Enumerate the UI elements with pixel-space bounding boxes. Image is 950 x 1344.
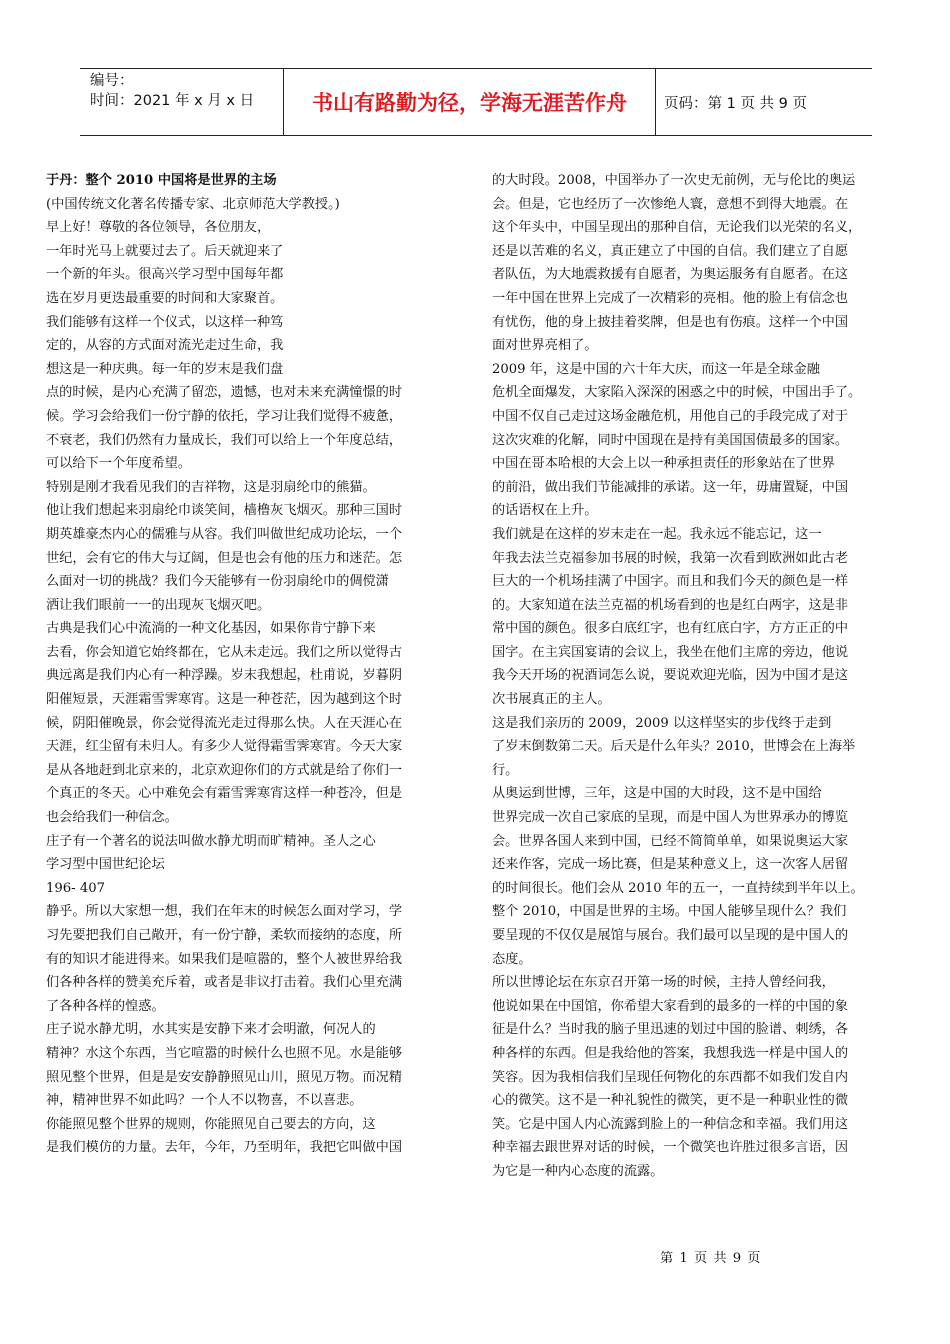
text-line: 阳催短景，天涯霜雪霁寒宵。这是一种苍茫，因为越到这个时: [46, 692, 403, 708]
text-line: 我今天开场的祝酒词怎么说，要说欢迎光临，因为中国才是这: [492, 668, 849, 684]
text-line: 庄子有一个著名的说法叫做水静尤明而旷精神。圣人之心: [46, 833, 376, 849]
text-line: 天涯，红尘留有未归人。有多少人觉得霜雪霁寒宵。今天大家: [46, 739, 403, 755]
text-line: 的话语权在上升。: [492, 503, 598, 519]
text-line: 这个年头中，中国呈现出的那种自信，无论我们以光荣的名义，: [492, 220, 862, 236]
text-line: 世界完成一次自己家底的呈现，而是中国人为世界承办的博览: [492, 810, 849, 826]
text-line: 2009 年，这是中国的六十年大庆，而这一年是全球金融: [492, 361, 820, 377]
text-line: 我们能够有这样一个仪式，以这样一种笃: [46, 314, 284, 330]
text-line: 所以世博论坛在东京召开第一场的时候，主持人曾经问我，: [492, 975, 835, 991]
text-line: (中国传统文化著名传播专家、北京师范大学教授。): [46, 196, 340, 212]
text-line: 态度。: [492, 951, 532, 967]
text-line: 也会给我们一种信念。: [46, 810, 178, 826]
text-line: 去看，你会知道它始终都在，它从未走远。我们之所以觉得古: [46, 644, 403, 660]
text-line: 的前沿，做出我们节能减排的承诺。这一年，毋庸置疑，中国: [492, 479, 849, 495]
text-line: 可以给下一个年度希望。: [46, 456, 192, 472]
text-line: 要呈现的不仅仅是展馆与展台。我们最可以呈现的是中国人的: [492, 928, 849, 943]
text-line: 会。但是，它也经历了一次惨绝人寰，意想不到得大地震。在: [492, 196, 849, 212]
text-line: 有的知识才能进得来。如果我们是喧嚣的，整个人被世界给我: [46, 951, 403, 967]
text-line: 巨大的一个机场挂满了中国字。而且和我们今天的颜色是一样: [492, 574, 849, 590]
text-line: 他让我们想起来羽扇纶巾谈笑间，樯橹灰飞烟灭。那种三国时: [46, 503, 403, 519]
text-line: 笑容。因为我相信我们呈现任何物化的东西都不如我们发自内: [492, 1069, 849, 1085]
text-line: 为它是一种内心态度的流露。: [492, 1163, 664, 1179]
text-line: 了各种各样的惶惑。: [46, 998, 165, 1014]
text-line: 一个新的年头。很高兴学习型中国每年都: [46, 267, 284, 283]
text-line: 世纪，会有它的伟大与辽阔，但是也会有他的压力和迷茫。怎: [46, 550, 403, 566]
text-line: 了岁末倒数第二天。后天是什么年头？2010，世博会在上海举: [492, 739, 856, 755]
text-line: 洒让我们眼前一一的出现灰飞烟灭吧。: [46, 597, 271, 613]
text-line: 他说如果在中国馆，你希望大家看到的最多的一样的中国的象: [492, 998, 849, 1014]
text-line: 神，精神世界不如此吗？一个人不以物喜，不以喜悲。: [46, 1093, 363, 1109]
text-line: 还来作客，完成一场比赛，但是某种意义上，这一次客人居留: [492, 857, 849, 873]
text-line: 候。学习会给我们一份宁静的依托，学习让我们觉得不疲惫，: [46, 408, 403, 424]
left-column: [46, 169, 446, 1160]
text-line: 危机全面爆发，大家陷入深深的困惑之中的时候，中国出手了。: [492, 385, 862, 401]
text-line: 还是以苦难的名义，真正建立了中国的自信。我们建立了自愿: [492, 243, 849, 259]
text-line: 典远离是我们内心有一种浮躁。岁末我想起，杜甫说，岁暮阴: [46, 668, 403, 684]
text-line: 你能照见整个世界的规则，你能照见自己要去的方向，这: [46, 1116, 376, 1132]
text-line: 是从各地赶到北京来的，北京欢迎你们的方式就是给了你们一: [46, 762, 403, 778]
text-line: 不衰老，我们仍然有力量成长，我们可以给上一个年度总结，: [46, 432, 403, 448]
text-line: 我们就是在这样的岁末走在一起。我永远不能忘记，这一: [492, 526, 822, 542]
text-line: 期英雄豪杰内心的儒雅与从容。我们叫做世纪成功论坛，一个: [46, 526, 403, 542]
text-line: 静乎。所以大家想一想，我们在年末的时候怎么面对学习，学: [46, 904, 403, 920]
text-line: 点的时候，是内心充满了留恋，遗憾，也对未来充满憧憬的时: [46, 385, 403, 401]
text-line: 笑。它是中国人内心流露到脸上的一种信念和幸福。我们用这: [492, 1116, 849, 1132]
text-line: 是我们模仿的力量。去年，今年，乃至明年，我把它叫做中国: [46, 1140, 403, 1156]
text-line: 们各种各样的赞美充斥着，或者是非议打击着。我们心里充满: [46, 975, 403, 991]
text-line: 中国不仅自己走过这场金融危机，用他自己的手段完成了对于: [492, 408, 849, 424]
text-line: 的大时段。2008，中国举办了一次史无前例，无与伦比的奥运: [492, 173, 856, 188]
text-line: 一年时光马上就要过去了。后天就迎来了: [46, 243, 284, 259]
text-line: 早上好！尊敬的各位领导，各位朋友，: [46, 220, 271, 236]
header-meta: [80, 69, 284, 135]
text-line: 196- 407: [46, 880, 105, 896]
text-line: 的时间很长。他们会从 2010 年的五一，一直持续到半年以上。: [492, 880, 864, 896]
text-line: 选在岁月更迭最重要的时间和大家聚首。: [46, 290, 284, 306]
text-line: 种幸福去跟世界对话的时候，一个微笑也许胜过很多言语，因: [492, 1140, 849, 1156]
text-line: 会。世界各国人来到中国，已经不简简单单，如果说奥运大家: [492, 833, 849, 849]
right-column: [492, 169, 902, 1184]
text-line: 庄子说水静尤明，水其实是安静下来才会明澈，何况人的: [46, 1022, 376, 1038]
text-line: 行。: [492, 762, 519, 778]
text-line: 个真正的冬天。心中难免会有霜雪霁寒宵这样一种苍冷，但是: [46, 786, 403, 802]
text-line: 征是什么？当时我的脑子里迅速的划过中国的脸谱、刺绣，各: [492, 1022, 849, 1038]
page-header: [80, 68, 872, 136]
header-page-number: 页码：第 1 页 共 9 页: [664, 95, 807, 112]
text-line: 常中国的颜色。很多白底红字，也有红底白字，方方正正的中: [492, 621, 849, 637]
number-label: 编号：: [90, 73, 134, 89]
article-title: 于丹：整个 2010 中国将是世界的主场: [46, 173, 277, 188]
text-line: 中国在哥本哈根的大会上以一种承担责任的形象站在了世界: [492, 456, 835, 472]
text-line: 照见整个世界，但是是安安静静照见山川，照见万物。而况精: [46, 1069, 403, 1085]
text-line: 的。大家知道在法兰克福的机场看到的也是红白两字，这是非: [492, 597, 849, 613]
page-footer: 第 1 页 共 9 页: [660, 1251, 762, 1266]
text-line: 整个 2010，中国是世界的主场。中国人能够呈现什么？我们: [492, 904, 847, 920]
text-line: 种各样的东西。但是我给他的答案，我想我选一样是中国人的: [492, 1045, 849, 1061]
text-line: 特别是刚才我看见我们的吉祥物，这是羽扇纶巾的熊猫。: [46, 479, 376, 495]
text-line: 这是我们亲历的 2009，2009 以这样坚实的步伐终于走到: [492, 715, 832, 731]
text-line: 一年中国在世界上完成了一次精彩的亮相。他的脸上有信念也: [492, 290, 849, 306]
text-line: 想这是一种庆典。每一年的岁末是我们盘: [46, 361, 284, 377]
text-line: 心的微笑。这不是一种礼貌性的微笑，更不是一种职业性的微: [492, 1093, 849, 1109]
text-line: 次书展真正的主人。: [492, 692, 611, 708]
text-line: 定的，从容的方式面对流光走过生命，我: [46, 338, 284, 354]
text-line: 有忧伤，他的身上披挂着奖牌，但是也有伤痕。这样一个中国: [492, 314, 849, 330]
text-line: 面对世界亮相了。: [492, 338, 598, 354]
text-line: 这次灾难的化解，同时中国现在是持有美国国债最多的国家。: [492, 432, 849, 448]
text-line: 国字。在主宾国宴请的会议上，我坐在他们主席的旁边，他说: [492, 644, 849, 660]
text-line: 习先要把我们自己敞开，有一份宁静，柔软而接纳的态度，所: [46, 928, 403, 943]
text-line: 从奥运到世博，三年，这是中国的大时段，这不是中国给: [492, 786, 822, 802]
header-motto: 书山有路勤为径，学海无涯苦作舟: [284, 69, 656, 135]
text-line: 年我去法兰克福参加书展的时候，我第一次看到欧洲如此古老: [492, 550, 849, 566]
text-line: 候，阴阳催晚景，你会觉得流光走过得那么快。人在天涯心在: [46, 715, 403, 731]
text-line: 么面对一切的挑战？我们今天能够有一份羽扇纶巾的倜傥潇: [46, 574, 389, 590]
text-line: 学习型中国世纪论坛: [46, 857, 165, 873]
text-line: 者队伍，为大地震救援有自愿者，为奥运服务有自愿者。在这: [492, 267, 849, 283]
text-line: 精神？水这个东西，当它喧嚣的时候什么也照不见。水是能够: [46, 1045, 403, 1061]
time-label: 时间：2021 年 x 月 x 日: [90, 93, 255, 109]
text-line: 古典是我们心中流淌的一种文化基因，如果你肯宁静下来: [46, 621, 376, 637]
